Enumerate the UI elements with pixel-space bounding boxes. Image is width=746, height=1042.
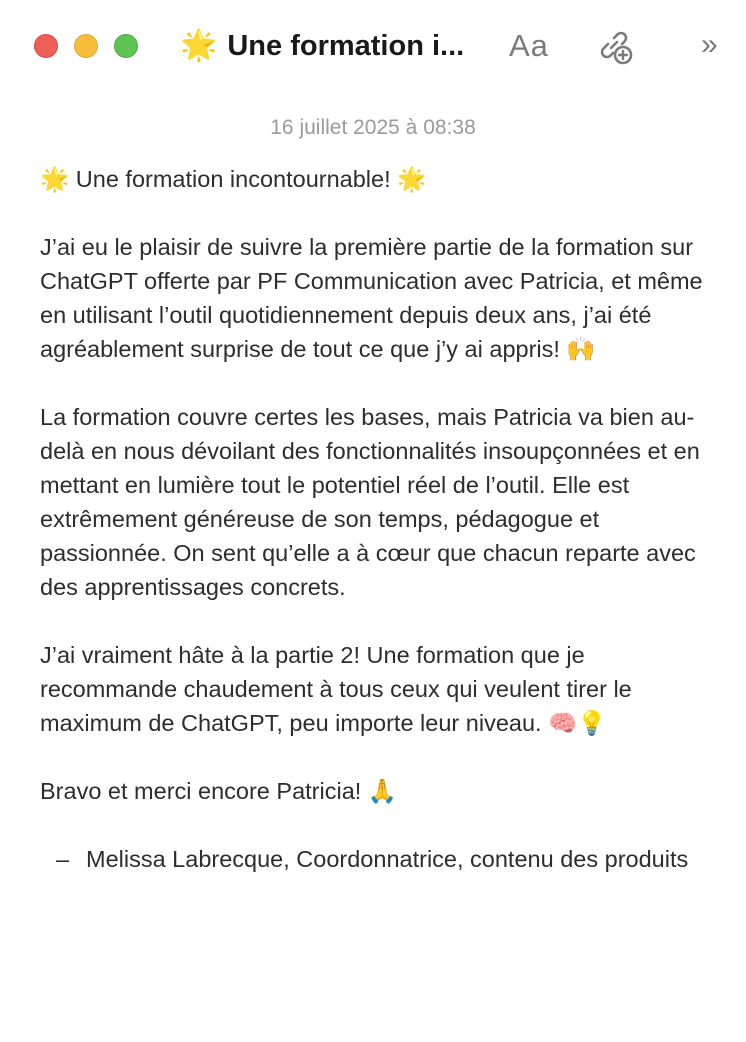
link-add-icon[interactable] <box>594 26 634 66</box>
signature-dash: – <box>56 846 70 872</box>
minimize-window-button[interactable] <box>74 34 98 58</box>
window-title <box>180 26 464 66</box>
note-signature <box>40 842 720 876</box>
font-format-button[interactable]: Aa <box>509 28 549 63</box>
close-window-button[interactable] <box>34 34 58 58</box>
note-paragraph: J’ai eu le plaisir de suivre la première partie de la formation sur ChatGPT offerte par PF Communication avec Patricia, et même en utilisant l’outil quotidiennement depuis deux ans, j’ai été agréablement surprise de tout ce que j’y ai appris! 🙌 <box>40 234 703 362</box>
note-date: 16 juillet 2025 à 08:38 <box>270 116 476 139</box>
note-heading: 🌟 Une formation incontournable! 🌟 <box>40 166 427 192</box>
window-controls <box>34 34 138 58</box>
signature-text: Melissa Labrecque, Coordonnatrice, contenu des produits <box>86 846 689 872</box>
zoom-window-button[interactable] <box>114 34 138 58</box>
window-title-text: Une formation i... <box>227 29 465 62</box>
note-body[interactable] <box>40 162 720 876</box>
title-bar <box>0 0 746 92</box>
star-icon: 🌟 <box>180 28 218 63</box>
note-paragraph: J’ai vraiment hâte à la partie 2! Une formation que je recommande chaudement à tous ceux qui veulent tirer le maximum de ChatGPT, peu importe leur niveau. 🧠💡 <box>40 642 632 736</box>
note-paragraph: Bravo et merci encore Patricia! 🙏 <box>40 778 398 804</box>
toolbar-overflow-button[interactable]: » <box>701 28 718 61</box>
note-paragraph: La formation couvre certes les bases, mais Patricia va bien au-delà en nous dévoilant des fonctionnalités insoupçonnées et en mettant en lumière tout le potentiel réel de l’outil. Elle est extrêmement généreuse de son temps, pédagogue et passionnée. On sent qu’elle a à cœur que chacun reparte avec des apprentissages concrets. <box>40 404 700 600</box>
